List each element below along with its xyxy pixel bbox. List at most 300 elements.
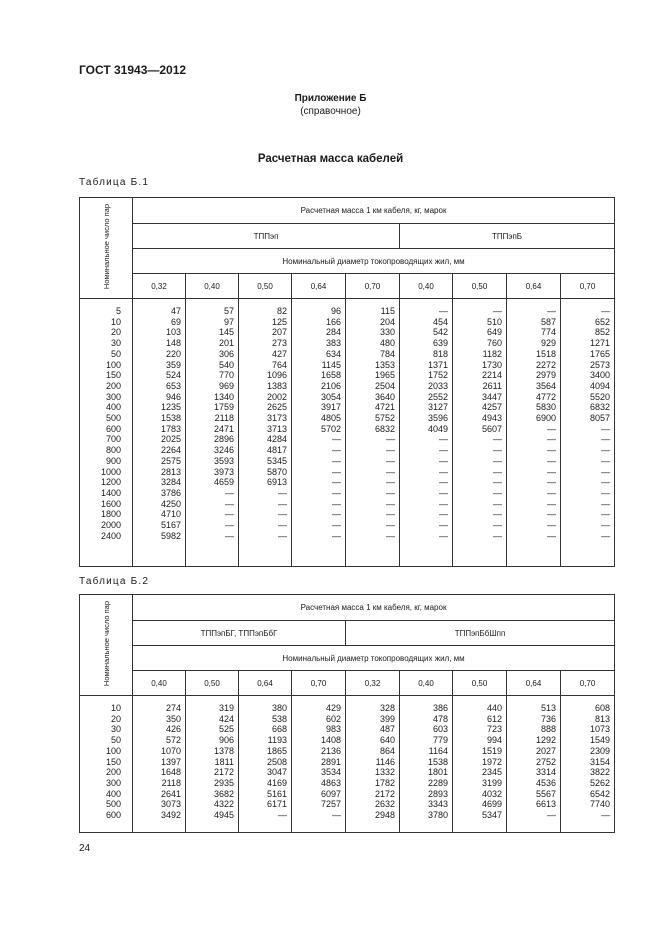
data-value: 2891 bbox=[320, 756, 341, 767]
diameter-cell: 0,64 bbox=[507, 274, 561, 299]
pairs-value: 20 bbox=[110, 327, 121, 338]
data-value: 4284 bbox=[266, 434, 287, 445]
data-value: 145 bbox=[218, 327, 234, 338]
pairs-value: 400 bbox=[105, 788, 121, 799]
data-value: — bbox=[547, 498, 556, 509]
data-value: — bbox=[386, 498, 395, 509]
super-header: Расчетная масса 1 км кабеля, кг, марок bbox=[133, 595, 615, 621]
data-value: — bbox=[493, 434, 502, 445]
data-value: 1648 bbox=[160, 767, 181, 778]
data-column bbox=[186, 299, 239, 567]
data-value: — bbox=[386, 509, 395, 520]
data-value: 1730 bbox=[481, 359, 502, 370]
data-value: — bbox=[439, 306, 448, 316]
data-value: 5262 bbox=[590, 777, 611, 788]
data-value: — bbox=[439, 509, 448, 520]
data-value: 602 bbox=[325, 713, 341, 724]
data-value: 1073 bbox=[590, 724, 611, 735]
data-value: 906 bbox=[218, 735, 234, 746]
data-value: — bbox=[547, 466, 556, 477]
data-value: 1164 bbox=[428, 745, 448, 756]
data-value: 2896 bbox=[213, 434, 234, 445]
group-header: ТППэп bbox=[133, 224, 400, 249]
data-value: 3447 bbox=[481, 391, 502, 402]
data-value: 6900 bbox=[535, 413, 556, 424]
data-value: — bbox=[225, 520, 234, 531]
data-value: 813 bbox=[595, 713, 611, 724]
data-value: 540 bbox=[218, 359, 234, 370]
data-value: 736 bbox=[540, 713, 556, 724]
data-value: 3596 bbox=[427, 413, 448, 424]
data-value: 1383 bbox=[266, 380, 287, 391]
data-value: — bbox=[332, 445, 341, 456]
pairs-value: 600 bbox=[105, 810, 121, 821]
data-value: — bbox=[332, 434, 341, 445]
data-column bbox=[346, 299, 400, 567]
data-value: 652 bbox=[595, 316, 611, 327]
data-value: 2508 bbox=[266, 756, 287, 767]
pairs-value: 30 bbox=[110, 338, 121, 349]
data-value: 359 bbox=[165, 359, 181, 370]
data-value: 864 bbox=[379, 745, 395, 756]
data-value: 2935 bbox=[213, 777, 234, 788]
data-value: 4805 bbox=[320, 413, 341, 424]
data-value: 1332 bbox=[374, 767, 395, 778]
data-value: 640 bbox=[379, 735, 395, 746]
data-value: 204 bbox=[379, 316, 395, 327]
group-header: ТППэпБбШпп bbox=[346, 621, 615, 646]
data-value: 2752 bbox=[535, 756, 556, 767]
data-value: 603 bbox=[432, 724, 448, 735]
data-value: 6097 bbox=[320, 788, 341, 799]
data-value: — bbox=[601, 498, 611, 509]
data-value: 2575 bbox=[160, 455, 181, 466]
data-value: — bbox=[225, 487, 234, 498]
data-value: 220 bbox=[165, 348, 181, 359]
data-value: — bbox=[547, 434, 556, 445]
data-value: — bbox=[601, 520, 611, 531]
data-value: — bbox=[332, 530, 341, 541]
data-value: — bbox=[386, 466, 395, 477]
pairs-value: 150 bbox=[105, 756, 121, 767]
data-value: 427 bbox=[271, 348, 287, 359]
diameter-cell: 0,50 bbox=[453, 274, 507, 299]
pairs-value: 50 bbox=[110, 735, 121, 746]
data-value: 1658 bbox=[320, 370, 341, 381]
data-column bbox=[239, 299, 292, 567]
data-value: 2214 bbox=[481, 370, 502, 381]
data-value: 2002 bbox=[266, 391, 287, 402]
data-value: — bbox=[547, 455, 556, 466]
data-value: — bbox=[332, 509, 341, 520]
data-value: 983 bbox=[325, 724, 341, 735]
data-value: 1235 bbox=[160, 402, 181, 413]
pairs-value: 2400 bbox=[100, 530, 121, 541]
data-value: — bbox=[439, 487, 448, 498]
data-value: 5520 bbox=[590, 391, 611, 402]
data-value: — bbox=[439, 445, 448, 456]
pairs-value: 200 bbox=[105, 767, 121, 778]
pairs-value: 200 bbox=[105, 380, 121, 391]
data-value: 1397 bbox=[160, 756, 181, 767]
data-value: 7740 bbox=[590, 799, 611, 810]
pairs-value: 1600 bbox=[100, 498, 121, 509]
data-value: 3173 bbox=[266, 413, 287, 424]
data-value: 2172 bbox=[374, 788, 395, 799]
data-value: — bbox=[278, 487, 287, 498]
data-value: 166 bbox=[325, 316, 341, 327]
data-value: — bbox=[493, 445, 502, 456]
data-value: 2272 bbox=[535, 359, 556, 370]
pairs-value: 1000 bbox=[100, 466, 121, 477]
group-header: ТППэпБ bbox=[400, 224, 615, 249]
data-value: 2027 bbox=[535, 745, 556, 756]
data-value: 3973 bbox=[213, 466, 234, 477]
data-value: 207 bbox=[271, 327, 287, 338]
data-value: — bbox=[439, 455, 448, 466]
data-value: 3400 bbox=[590, 370, 611, 381]
data-value: — bbox=[601, 306, 611, 316]
data-value: 3047 bbox=[266, 767, 287, 778]
pairs-value: 500 bbox=[105, 799, 121, 810]
data-value: 3786 bbox=[160, 487, 181, 498]
data-value: 3284 bbox=[160, 477, 181, 488]
data-value: 6613 bbox=[535, 799, 556, 810]
group-header: ТППэпБГ, ТППэпБбГ bbox=[133, 621, 346, 646]
data-value: — bbox=[547, 530, 556, 541]
pairs-value: 10 bbox=[110, 316, 121, 327]
diameter-header: Номинальный диаметр токопроводящих жил, мм bbox=[133, 249, 615, 274]
data-value: 3534 bbox=[320, 767, 341, 778]
data-value: 201 bbox=[218, 338, 234, 349]
data-value: — bbox=[601, 810, 611, 821]
data-value: 454 bbox=[432, 316, 448, 327]
data-value: 2893 bbox=[427, 788, 448, 799]
data-value: 1378 bbox=[213, 745, 234, 756]
data-value: — bbox=[493, 455, 502, 466]
data-value: 1538 bbox=[160, 413, 181, 424]
data-value: 284 bbox=[325, 327, 341, 338]
data-column bbox=[453, 696, 507, 833]
data-value: 2471 bbox=[213, 423, 234, 434]
data-value: 3343 bbox=[427, 799, 448, 810]
data-value: — bbox=[601, 477, 611, 488]
pairs-value: 1200 bbox=[100, 477, 121, 488]
data-column bbox=[346, 696, 400, 833]
data-value: 774 bbox=[540, 327, 556, 338]
data-value: 852 bbox=[595, 327, 611, 338]
diameter-cell: 0,70 bbox=[561, 671, 615, 696]
data-value: — bbox=[332, 520, 341, 531]
data-value: 4169 bbox=[266, 777, 287, 788]
data-value: — bbox=[278, 530, 287, 541]
data-value: 2118 bbox=[161, 777, 181, 788]
data-value: 3917 bbox=[320, 402, 341, 413]
data-value: 5167 bbox=[160, 520, 181, 531]
diameter-cell: 0,64 bbox=[292, 274, 346, 299]
data-value: 587 bbox=[540, 316, 556, 327]
data-value: 608 bbox=[595, 703, 611, 713]
diameter-cell: 0,50 bbox=[239, 274, 292, 299]
data-value: 723 bbox=[486, 724, 502, 735]
data-value: 653 bbox=[165, 380, 181, 391]
data-column bbox=[453, 299, 507, 567]
data-value: — bbox=[601, 423, 611, 434]
data-column bbox=[507, 696, 561, 833]
diameter-cell: 0,50 bbox=[453, 671, 507, 696]
data-value: 6542 bbox=[590, 788, 611, 799]
data-value: 1518 bbox=[535, 348, 556, 359]
data-value: 1752 bbox=[427, 370, 448, 381]
diameter-cell: 0,70 bbox=[561, 274, 615, 299]
data-value: 1765 bbox=[590, 348, 611, 359]
data-value: 888 bbox=[540, 724, 556, 735]
data-value: — bbox=[332, 498, 341, 509]
data-value: 97 bbox=[223, 316, 234, 327]
section-title: Расчетная масса кабелей bbox=[257, 153, 404, 165]
data-value: 634 bbox=[325, 348, 341, 359]
data-column bbox=[186, 696, 239, 833]
data-value: 1070 bbox=[160, 745, 181, 756]
data-value: 4699 bbox=[481, 799, 502, 810]
data-value: 3492 bbox=[160, 810, 181, 821]
document-header: ГОСТ 31943—2012 bbox=[79, 63, 187, 77]
pairs-value: 5 bbox=[115, 306, 121, 316]
data-value: 1340 bbox=[213, 391, 234, 402]
data-value: 1538 bbox=[427, 756, 448, 767]
data-value: 350 bbox=[165, 713, 181, 724]
data-value: 2552 bbox=[427, 391, 448, 402]
data-column bbox=[507, 299, 561, 567]
data-value: 1292 bbox=[535, 735, 556, 746]
data-value: 4322 bbox=[213, 799, 234, 810]
pairs-value: 500 bbox=[105, 413, 121, 424]
data-value: 3246 bbox=[213, 445, 234, 456]
diameter-cell: 0,70 bbox=[292, 671, 346, 696]
data-value: 5752 bbox=[374, 413, 395, 424]
data-value: 148 bbox=[165, 338, 181, 349]
data-value: — bbox=[493, 498, 502, 509]
data-value: — bbox=[332, 477, 341, 488]
data-value: 1801 bbox=[427, 767, 448, 778]
data-value: 1865 bbox=[266, 745, 287, 756]
data-value: — bbox=[439, 520, 448, 531]
data-value: — bbox=[332, 466, 341, 477]
data-value: 6171 bbox=[266, 799, 287, 810]
pairs-value: 900 bbox=[105, 455, 121, 466]
data-column bbox=[133, 299, 186, 567]
diameter-cell: 0,40 bbox=[133, 671, 186, 696]
data-value: — bbox=[547, 423, 556, 434]
data-column bbox=[133, 696, 186, 833]
data-value: — bbox=[547, 445, 556, 456]
row-header-cell bbox=[80, 595, 133, 696]
data-value: — bbox=[386, 455, 395, 466]
data-value: 383 bbox=[325, 338, 341, 349]
data-value: 1408 bbox=[320, 735, 341, 746]
pairs-value: 20 bbox=[110, 713, 121, 724]
data-value: 306 bbox=[218, 348, 234, 359]
data-value: 1146 bbox=[375, 756, 395, 767]
data-value: 328 bbox=[379, 703, 395, 713]
data-value: 2289 bbox=[427, 777, 448, 788]
data-value: 5607 bbox=[481, 423, 502, 434]
data-value: 69 bbox=[170, 316, 181, 327]
data-value: 929 bbox=[540, 338, 556, 349]
data-value: 2504 bbox=[374, 380, 395, 391]
data-value: 3314 bbox=[535, 767, 556, 778]
data-value: 525 bbox=[218, 724, 234, 735]
data-value: 2172 bbox=[213, 767, 234, 778]
data-value: 1811 bbox=[214, 756, 234, 767]
pairs-value: 400 bbox=[105, 402, 121, 413]
data-value: 2813 bbox=[160, 466, 181, 477]
data-value: — bbox=[278, 810, 287, 821]
data-column bbox=[292, 696, 346, 833]
data-value: — bbox=[493, 509, 502, 520]
pairs-value: 30 bbox=[110, 724, 121, 735]
data-value: 330 bbox=[379, 327, 395, 338]
data-value: 480 bbox=[379, 338, 395, 349]
data-value: 4094 bbox=[590, 380, 611, 391]
pairs-column bbox=[80, 696, 133, 833]
diameter-cell: 0,64 bbox=[507, 671, 561, 696]
data-value: 818 bbox=[432, 348, 448, 359]
data-value: 4032 bbox=[481, 788, 502, 799]
data-value: 487 bbox=[379, 724, 395, 735]
row-header: Номинальное число пар bbox=[101, 204, 111, 290]
pairs-value: 10 bbox=[110, 703, 121, 713]
data-column bbox=[561, 299, 615, 567]
pairs-value: 100 bbox=[105, 745, 121, 756]
data-value: 2573 bbox=[590, 359, 611, 370]
data-value: 7257 bbox=[320, 799, 341, 810]
table-b1 bbox=[79, 197, 615, 567]
data-value: 5161 bbox=[266, 788, 287, 799]
data-column bbox=[239, 696, 292, 833]
data-value: 319 bbox=[218, 703, 234, 713]
diameter-cell: 0,50 bbox=[186, 671, 239, 696]
data-value: 429 bbox=[325, 703, 341, 713]
data-value: 2632 bbox=[374, 799, 395, 810]
data-value: — bbox=[493, 306, 502, 316]
data-value: 1972 bbox=[481, 756, 502, 767]
data-value: 386 bbox=[432, 703, 448, 713]
data-value: — bbox=[386, 445, 395, 456]
data-value: 4659 bbox=[213, 477, 234, 488]
pairs-value: 2000 bbox=[100, 520, 121, 531]
data-value: — bbox=[386, 477, 395, 488]
data-value: 764 bbox=[271, 359, 287, 370]
data-value: 5870 bbox=[266, 466, 287, 477]
pairs-value: 1400 bbox=[100, 487, 121, 498]
data-column bbox=[400, 299, 453, 567]
pairs-column bbox=[80, 299, 133, 567]
data-value: 82 bbox=[276, 306, 287, 316]
data-value: 1965 bbox=[374, 370, 395, 381]
data-value: — bbox=[547, 306, 556, 316]
data-value: 4943 bbox=[481, 413, 502, 424]
pairs-value: 150 bbox=[105, 370, 121, 381]
data-value: 542 bbox=[432, 327, 448, 338]
data-value: 125 bbox=[271, 316, 287, 327]
data-value: — bbox=[439, 434, 448, 445]
data-value: 2309 bbox=[590, 745, 611, 756]
data-value: 3154 bbox=[590, 756, 611, 767]
diameter-cell: 0,40 bbox=[400, 274, 453, 299]
table-b2 bbox=[79, 594, 615, 833]
data-value: — bbox=[493, 530, 502, 541]
appendix-title: Приложение Б bbox=[294, 93, 367, 104]
data-value: 1549 bbox=[590, 735, 611, 746]
pairs-value: 1800 bbox=[100, 509, 121, 520]
data-value: 2118 bbox=[214, 413, 234, 424]
data-value: 524 bbox=[165, 370, 181, 381]
data-value: — bbox=[225, 530, 234, 541]
data-value: 969 bbox=[218, 380, 234, 391]
diameter-cell: 0,70 bbox=[346, 274, 400, 299]
data-value: 5830 bbox=[535, 402, 556, 413]
data-value: — bbox=[225, 509, 234, 520]
data-value: 1519 bbox=[481, 745, 502, 756]
data-value: — bbox=[493, 477, 502, 488]
data-value: 4721 bbox=[374, 402, 395, 413]
data-value: 2611 bbox=[482, 380, 502, 391]
data-value: — bbox=[601, 509, 611, 520]
data-value: 5567 bbox=[535, 788, 556, 799]
data-value: 1353 bbox=[374, 359, 395, 370]
data-value: 4945 bbox=[213, 810, 234, 821]
row-header: Номинальное число пар bbox=[101, 601, 111, 687]
data-value: 572 bbox=[165, 735, 181, 746]
data-value: — bbox=[225, 498, 234, 509]
data-value: — bbox=[601, 434, 611, 445]
diameter-cell: 0,40 bbox=[400, 671, 453, 696]
pairs-value: 600 bbox=[105, 423, 121, 434]
data-value: 5345 bbox=[266, 455, 287, 466]
data-value: 440 bbox=[486, 703, 502, 713]
data-value: — bbox=[386, 520, 395, 531]
data-value: 8057 bbox=[590, 413, 611, 424]
data-value: 4257 bbox=[481, 402, 502, 413]
data-value: 3713 bbox=[266, 423, 287, 434]
data-value: — bbox=[547, 520, 556, 531]
data-value: 3822 bbox=[590, 767, 611, 778]
data-value: 2136 bbox=[320, 745, 341, 756]
data-value: 770 bbox=[218, 370, 234, 381]
data-value: — bbox=[278, 509, 287, 520]
data-value: — bbox=[601, 487, 611, 498]
appendix-subtitle: (справочное) bbox=[300, 106, 361, 117]
data-value: 6913 bbox=[266, 477, 287, 488]
data-value: 424 bbox=[218, 713, 234, 724]
page-number: 24 bbox=[79, 843, 91, 854]
data-value: 3682 bbox=[213, 788, 234, 799]
data-value: 510 bbox=[486, 316, 502, 327]
data-value: 4817 bbox=[266, 445, 287, 456]
data-value: 5347 bbox=[481, 810, 502, 821]
data-value: 57 bbox=[223, 306, 234, 316]
data-value: 1096 bbox=[266, 370, 287, 381]
data-value: 6832 bbox=[374, 423, 395, 434]
data-value: 1271 bbox=[590, 338, 611, 349]
table2-label: Таблица Б.2 bbox=[79, 576, 150, 587]
data-value: 3780 bbox=[427, 810, 448, 821]
data-value: 47 bbox=[170, 306, 181, 316]
data-value: 2025 bbox=[160, 434, 181, 445]
data-value: — bbox=[547, 810, 556, 821]
data-value: 3564 bbox=[535, 380, 556, 391]
